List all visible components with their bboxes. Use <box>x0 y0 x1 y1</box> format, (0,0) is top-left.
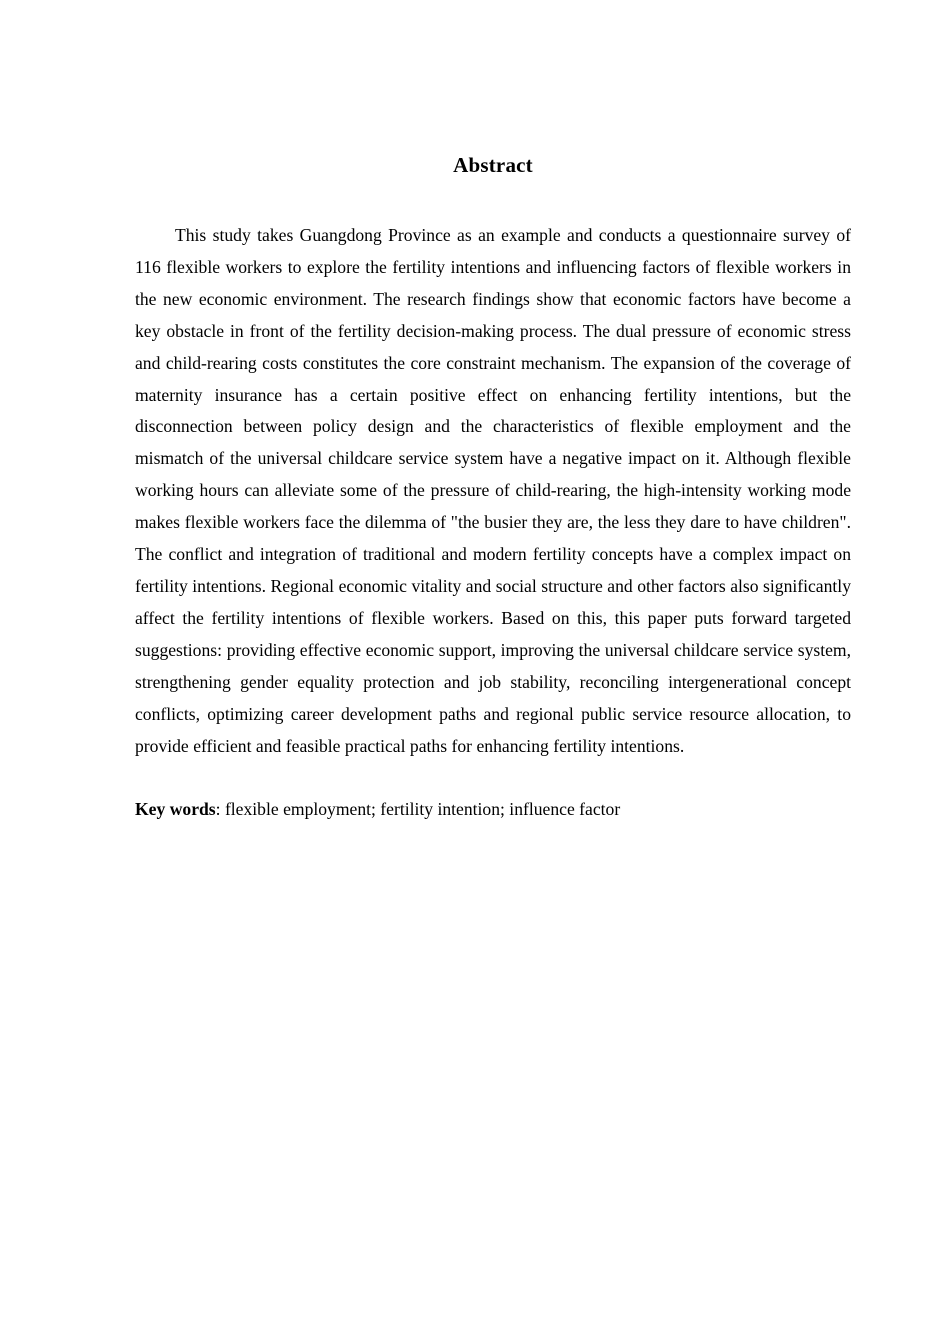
keywords-value: flexible employment; fertility intention; influence factor <box>224 799 621 820</box>
keywords-separator: : <box>215 799 225 820</box>
keywords-label: Key words <box>135 799 216 820</box>
abstract-paragraph: This study takes Guangdong Province as an example and conducts a questionnaire survey of 116 flexible workers to explore the fertility intentions and influencing factors of flexible workers in the new economic environment. The research findings show that economic factors have become a key obstacle in front of the fertility decision-making process. The dual pressure of economic stress and child-rearing costs constitutes the core constraint mechanism. The expansion of the coverage of maternity insurance has a certain positive effect on enhancing fertility intentions, but the disconnection between policy design and the characteristics of flexible employment and the mismatch of the universal childcare service system have a negative impact on it. Although flexible working hours can alleviate some of the pressure of child-rearing, the high-intensity working mode makes flexible workers face the dilemma of "the busier they are, the less they dare to have children". The conflict and integration of traditional and modern fertility concepts have a complex impact on fertility intentions. Regional economic vitality and social structure and other factors also significantly affect the fertility intentions of flexible workers. Based on this, this paper puts forward targeted suggestions: providing effective economic support, improving the universal childcare service system, strengthening gender equality protection and job stability, reconciling intergenerational concept conflicts, optimizing career development paths and regional public service resource allocation, to provide efficient and feasible practical paths for enhancing fertility intentions. <box>135 225 851 756</box>
document-content-column <box>135 0 851 826</box>
keywords-line <box>135 762 851 826</box>
page-title: Abstract <box>453 153 533 177</box>
